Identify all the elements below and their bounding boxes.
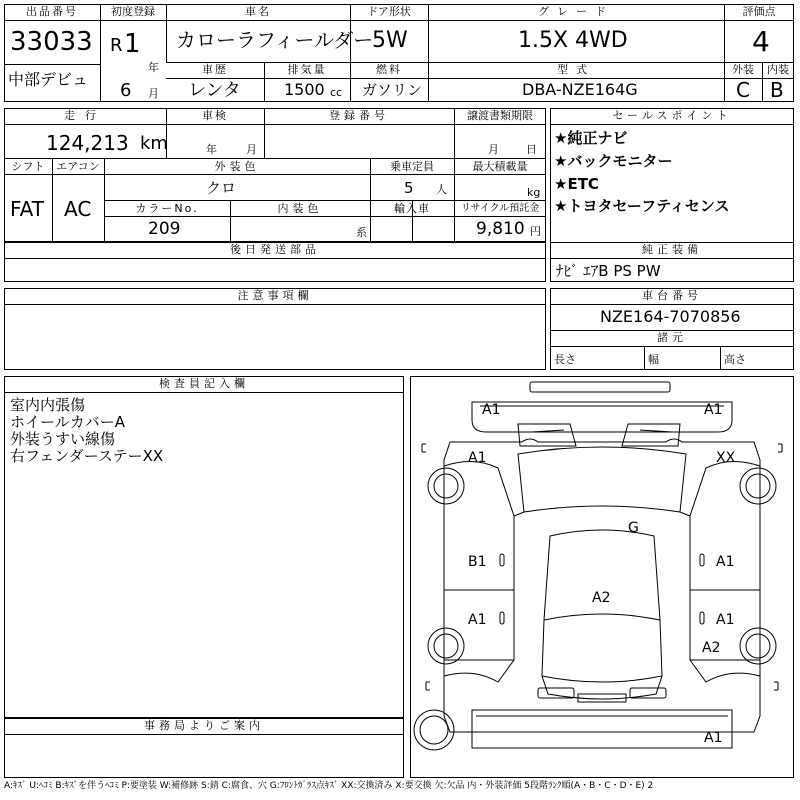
mileage-unit: km (140, 133, 168, 154)
reg-year: 1 (124, 29, 141, 59)
later-parts-label: 後日発送部品 (230, 243, 320, 256)
sales-point-4: ★トヨタセーフティセンス (554, 197, 730, 215)
month-unit: 月 (148, 87, 159, 100)
recycle-unit: 円 (530, 225, 541, 238)
mark-left-fender: A1 (468, 450, 487, 466)
aircon-label: エアコン (56, 160, 100, 173)
notes-label: 注意事項欄 (237, 289, 313, 302)
displacement-unit: cc (330, 86, 343, 99)
mark-right-rear-door: A1 (716, 612, 735, 628)
inspector-note-4: 右フェンダーステーXX (10, 447, 164, 465)
history-label: 車歴 (202, 63, 228, 76)
reg-month: 6 (120, 80, 132, 101)
grade: 1.5X 4WD (518, 28, 628, 53)
inspector-note-2: ホイールカバーA (10, 413, 125, 431)
shift: FAT (10, 197, 45, 221)
model-label: 型式 (557, 63, 595, 76)
evaluation-score: 4 (752, 25, 770, 58)
ext-grade-label: 外装 (732, 63, 754, 76)
dealer-name: 中部デビュ (8, 70, 89, 89)
color-number-label: カラーNo. (135, 202, 199, 215)
ext-grade: C (736, 78, 750, 102)
door-label: ドア形状 (367, 5, 411, 18)
fuel: ガソリン (362, 81, 423, 99)
fuel-label: 燃料 (376, 63, 402, 76)
office-label: 事務局よりご案内 (144, 719, 264, 732)
length-label: 長さ (554, 353, 576, 366)
lot-number-label: 出品番号 (26, 5, 78, 18)
genuine-equipment-label: 純正装備 (642, 243, 702, 256)
capacity-unit: 人 (436, 183, 447, 196)
year-unit: 年 (148, 61, 159, 74)
max-load-unit: kg (527, 186, 541, 199)
mark-right-front-door: A1 (716, 554, 735, 570)
inspection-month-unit: 月 (246, 143, 257, 156)
transfer-month-unit: 月 (488, 143, 499, 156)
exterior-color-label: 外装色 (214, 160, 260, 173)
color-number: 209 (148, 219, 181, 239)
door-type: 5W (372, 28, 408, 53)
grade-label: グレード (538, 5, 614, 18)
recycle-fee: 9,810 (476, 219, 525, 239)
mark-left-rear-door: A1 (468, 612, 487, 628)
width-label: 幅 (648, 353, 659, 366)
genuine-equipment: ﾅﾋﾞ ｴｱB PS PW (556, 262, 661, 280)
mark-right-fender: XX (716, 450, 736, 466)
recycle-label: リサイクル預託金 (460, 203, 540, 214)
sales-point-2: ★バックモニター (554, 152, 673, 170)
details-frame (4, 108, 546, 242)
sales-points-label: セールスポイント (612, 109, 732, 122)
chassis-label: 車台番号 (642, 289, 702, 302)
specs-label: 諸元 (657, 331, 687, 344)
model: DBA-NZE164G (522, 80, 638, 99)
mileage-label: 走行 (64, 109, 106, 122)
first-registration-label: 初度登録 (111, 5, 155, 18)
interior-color-label: 内装色 (277, 202, 323, 215)
car-name-label: 車名 (245, 5, 271, 18)
car-name: カローラフィールダー (176, 28, 374, 52)
capacity: 5 (404, 179, 414, 197)
mark-roof: A2 (592, 590, 611, 606)
max-load-label: 最大積載量 (472, 160, 528, 173)
plate-label: 登録番号 (329, 109, 389, 122)
mark-left-front-door: B1 (468, 554, 487, 570)
mark-front-right: A1 (704, 402, 723, 418)
exterior-color: クロ (206, 179, 237, 197)
car-diagram (410, 376, 794, 778)
history: レンタ (188, 80, 241, 101)
chassis-number: NZE164-7070856 (600, 307, 741, 326)
transfer-deadline-label: 譲渡書類期限 (467, 109, 533, 122)
displacement: 1500 (284, 80, 325, 99)
inspector-label: 検査員記入欄 (159, 377, 249, 390)
aircon: AC (64, 197, 92, 221)
shift-label: シフト (11, 160, 45, 173)
score-label: 評価点 (742, 5, 776, 18)
import-label: 輸入車 (394, 202, 430, 215)
transfer-day-unit: 日 (526, 143, 537, 156)
lot-number: 33033 (10, 27, 93, 57)
mileage: 124,213 (46, 131, 129, 155)
inspection-label: 車検 (202, 109, 228, 122)
interior-color-unit: 系 (356, 226, 367, 239)
inspector-note-3: 外装うすい線傷 (10, 430, 116, 448)
displacement-label: 排気量 (287, 63, 327, 76)
inspection-year-unit: 年 (206, 143, 217, 156)
mark-front-left: A1 (482, 402, 501, 418)
int-grade-label: 内装 (767, 63, 789, 76)
legend: A:ｷｽﾞ U:ﾍｺﾐ B:ｷｽﾞを伴うﾍｺﾐ P:要塗装 W:補修跡 S:錆 C:腐食、穴 G:ﾌﾛﾝﾄｶﾞﾗｽ点ｷｽﾞ XX:交換済み X:要交換 欠:欠品 内・外装評価 5段階ﾗﾝｸ順(A・B・C・D・E) 2 (4, 781, 654, 791)
mark-hood: G (628, 520, 639, 536)
int-grade: B (770, 78, 784, 102)
inspector-note-1: 室内内張傷 (10, 396, 86, 414)
sales-point-1: ★純正ナビ (554, 129, 628, 147)
height-label: 高さ (724, 353, 746, 366)
sales-point-3: ★ETC (554, 175, 599, 193)
capacity-label: 乗車定員 (390, 160, 434, 173)
mark-right-quarter: A2 (702, 640, 721, 656)
era: R (110, 35, 123, 56)
mark-rear: A1 (704, 730, 723, 746)
